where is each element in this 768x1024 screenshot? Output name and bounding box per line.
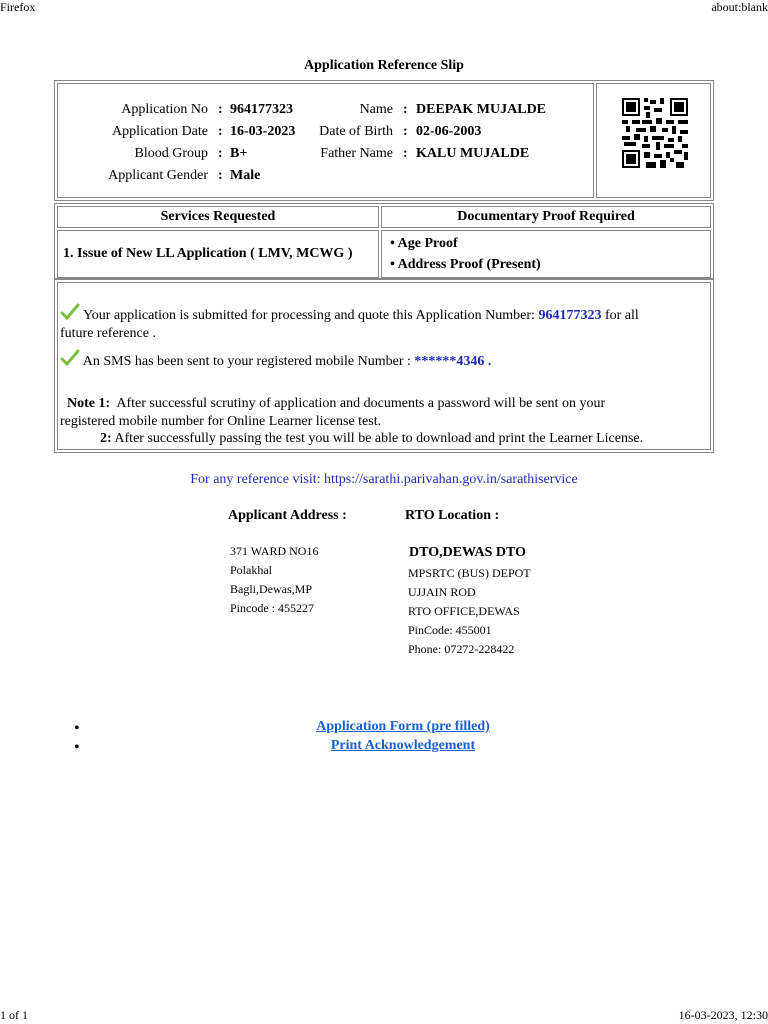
services-table [55, 204, 713, 280]
link-row [0, 738, 768, 754]
blood-group-value: B+ [230, 146, 248, 161]
colon: : [218, 124, 223, 139]
link-row [0, 719, 768, 735]
proof-item: • Address Proof (Present) [390, 257, 541, 272]
father-name-value: KALU MUJALDE [416, 146, 530, 161]
print-datetime: 16-03-2023, 12:30 [678, 1008, 768, 1022]
colon: : [218, 168, 223, 183]
colon: : [403, 146, 408, 161]
note-1-text: After successful scrutiny of application and documents a password will be sent on your [116, 396, 606, 411]
rto-line: PinCode: 455001 [408, 623, 492, 637]
submission-message [60, 303, 705, 343]
note-2-text: After successfully passing the test you will be able to download and print the Learner License. [114, 431, 644, 446]
father-name-label: Father Name [320, 146, 393, 161]
applicant-address-label: Applicant Address : [228, 508, 347, 523]
name-value: DEEPAK MUJALDE [416, 102, 547, 117]
services-box [54, 203, 714, 279]
applicant-address [230, 542, 318, 618]
submission-text: Your application is submitted for processing and quote this Application Number: [82, 308, 535, 323]
note-1 [60, 395, 705, 431]
table-row [57, 230, 711, 278]
rto-line: MPSRTC (BUS) DEPOT [408, 566, 531, 580]
submission-text-end: for all [604, 308, 639, 323]
submission-text-cont: future reference . [60, 326, 156, 341]
address-line: Bagli,Dewas,MP [230, 582, 312, 596]
note-2 [100, 431, 710, 447]
colon: : [403, 124, 408, 139]
proof-cell [381, 230, 711, 278]
page-title: Application Reference Slip [304, 58, 464, 73]
gender-label: Applicant Gender [108, 168, 208, 183]
print-acknowledgement-link[interactable]: Print Acknowledgement [330, 738, 476, 753]
address-line: Pincode : 455227 [230, 601, 314, 615]
note-1-label: Note 1: [67, 396, 111, 411]
application-number: 964177323 [538, 308, 602, 323]
dob-value: 02-06-2003 [416, 124, 482, 139]
app-no-value: 964177323 [230, 102, 293, 117]
bullet: • [74, 720, 80, 737]
note-1-text-cont: registered mobile number for Online Learner license test. [60, 414, 382, 429]
applicant-details-panel [57, 83, 594, 198]
checkmark-icon [60, 303, 80, 321]
print-header-url: about:blank [711, 0, 768, 14]
documentary-proof-header: Documentary Proof Required [381, 206, 711, 228]
messages-box [54, 279, 714, 453]
app-date-value: 16-03-2023 [230, 124, 296, 139]
sms-message [60, 349, 705, 370]
reference-text: For any reference visit: https://sarathi.parivahan.gov.in/sarathiservice [190, 472, 578, 487]
page-count: 1 of 1 [0, 1008, 28, 1022]
applicant-info-box [54, 80, 714, 201]
rto-line: UJJAIN ROD [408, 585, 476, 599]
bullet: • [74, 739, 80, 756]
messages-panel [57, 282, 711, 450]
app-no-label: Application No [121, 102, 208, 117]
services-requested-header: Services Requested [57, 206, 379, 228]
dob-label: Date of Birth [319, 124, 393, 139]
rto-name: DTO,DEWAS DTO [409, 545, 526, 560]
colon: : [218, 102, 223, 117]
rto-line: Phone: 07272-228422 [408, 642, 515, 656]
colon: : [218, 146, 223, 161]
qr-panel [596, 83, 711, 198]
address-line: Polakhal [230, 563, 272, 577]
gender-value: Male [230, 168, 261, 183]
mobile-number: ******4346 . [414, 354, 492, 369]
note-2-label: 2: [100, 431, 112, 446]
application-form-link[interactable]: Application Form (pre filled) [316, 719, 490, 734]
rto-line: RTO OFFICE,DEWAS [408, 604, 520, 618]
rto-location-label: RTO Location : [405, 508, 500, 523]
address-line: 371 WARD NO16 [230, 544, 319, 558]
proof-item: • Age Proof [390, 236, 458, 251]
rto-address [408, 564, 531, 659]
print-header-app: Firefox [0, 0, 36, 14]
checkmark-icon [60, 349, 80, 367]
colon: : [403, 102, 408, 117]
service-cell: 1. Issue of New LL Application ( LMV, MCWG ) [57, 230, 379, 278]
sms-text: An SMS has been sent to your registered mobile Number : [82, 354, 411, 369]
app-date-label: Application Date [111, 124, 208, 139]
qr-code-icon [622, 98, 688, 168]
table-header-row [57, 206, 711, 228]
name-label: Name [359, 102, 393, 117]
blood-group-label: Blood Group [134, 146, 208, 161]
